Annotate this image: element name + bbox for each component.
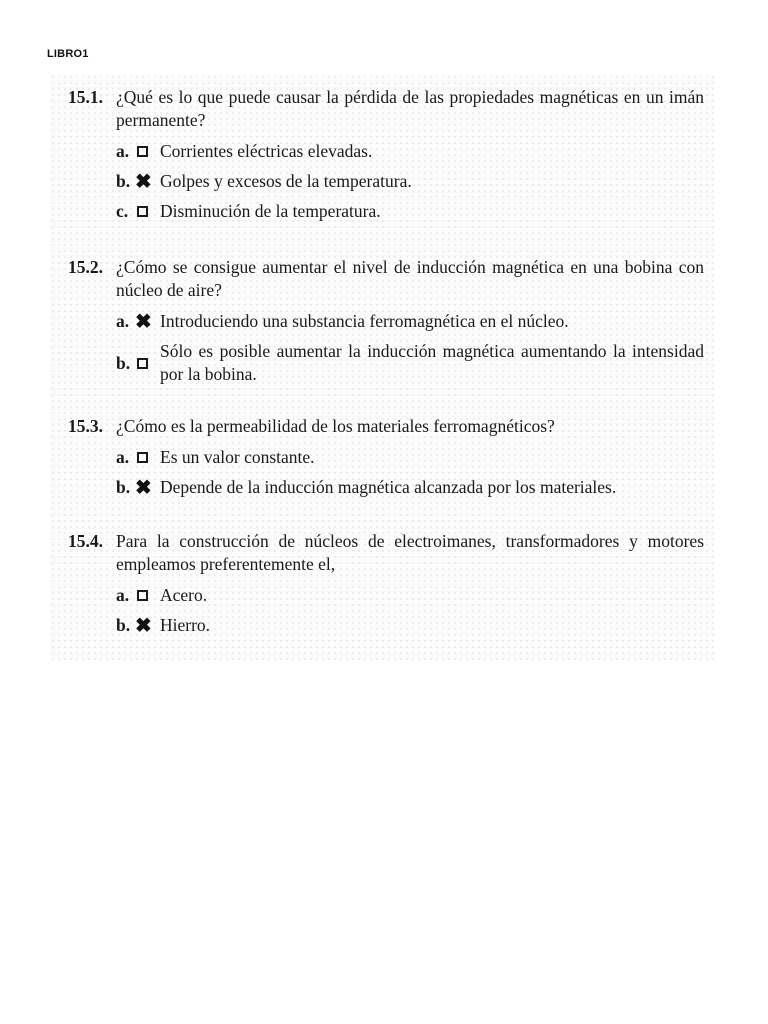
answer-option[interactable] [116,200,704,223]
question-number: 15.2. [68,257,103,277]
answer-letter: c. [116,201,129,221]
answer-letter: a. [116,141,130,161]
answer-letter: a. [116,585,130,605]
checkbox-empty-icon[interactable] [137,206,148,217]
question-15-1 [68,86,704,230]
question-number: 15.1. [68,87,103,107]
answer-letter: a. [116,447,130,467]
answer-letter: b. [116,477,131,497]
question-15-3 [68,415,704,506]
question-text: ¿Cómo se consigue aumentar el nivel de inducción magnética en una bobina con núcleo de aire? [116,257,704,300]
question-15-2 [68,256,704,393]
checkbox-marked-x-icon[interactable]: ✖ [135,614,152,637]
checkbox-empty-icon[interactable] [137,358,148,369]
answer-text: Hierro. [160,615,211,635]
answer-option[interactable] [116,340,704,386]
answer-letter: b. [116,352,131,373]
checkbox-empty-icon[interactable] [137,590,148,601]
answer-option[interactable] [116,310,704,333]
answer-option[interactable] [116,446,704,469]
answer-letter: b. [116,615,131,635]
answer-text: Introduciendo una substancia ferromagnética en el núcleo. [160,311,569,331]
checkbox-marked-x-icon[interactable]: ✖ [135,476,152,499]
answer-text: Corrientes eléctricas elevadas. [160,141,373,161]
question-text: ¿Qué es lo que puede causar la pérdida de las propiedades magnéticas en un imán permanente? [116,87,704,130]
question-text: ¿Cómo es la permeabilidad de los materiales ferromagnéticos? [116,416,555,436]
document-label: LIBRO1 [47,48,89,60]
answer-text: Disminución de la temperatura. [160,201,381,221]
question-15-4 [68,530,704,644]
checkbox-marked-x-icon[interactable]: ✖ [135,310,152,333]
checkbox-marked-x-icon[interactable]: ✖ [135,170,152,193]
answer-text: Golpes y excesos de la temperatura. [160,171,412,191]
answer-option[interactable] [116,140,704,163]
question-number: 15.3. [68,416,103,436]
answer-letter: a. [116,311,130,331]
checkbox-empty-icon[interactable] [137,452,148,463]
answer-text: Sólo es posible aumentar la inducción magnética aumentando la intensidad por la bobina. [160,341,704,384]
question-number: 15.4. [68,531,103,551]
answer-option[interactable] [116,170,704,193]
answer-text: Es un valor constante. [160,447,315,467]
checkbox-empty-icon[interactable] [137,146,148,157]
answer-option[interactable] [116,476,704,499]
answer-text: Acero. [160,585,208,605]
answer-option[interactable] [116,614,704,637]
answer-option[interactable] [116,584,704,607]
answer-letter: b. [116,171,131,191]
question-text: Para la construcción de núcleos de electroimanes, transformadores y motores empleamos preferentemente el, [116,531,704,574]
answer-text: Depende de la inducción magnética alcanzada por los materiales. [160,477,617,497]
